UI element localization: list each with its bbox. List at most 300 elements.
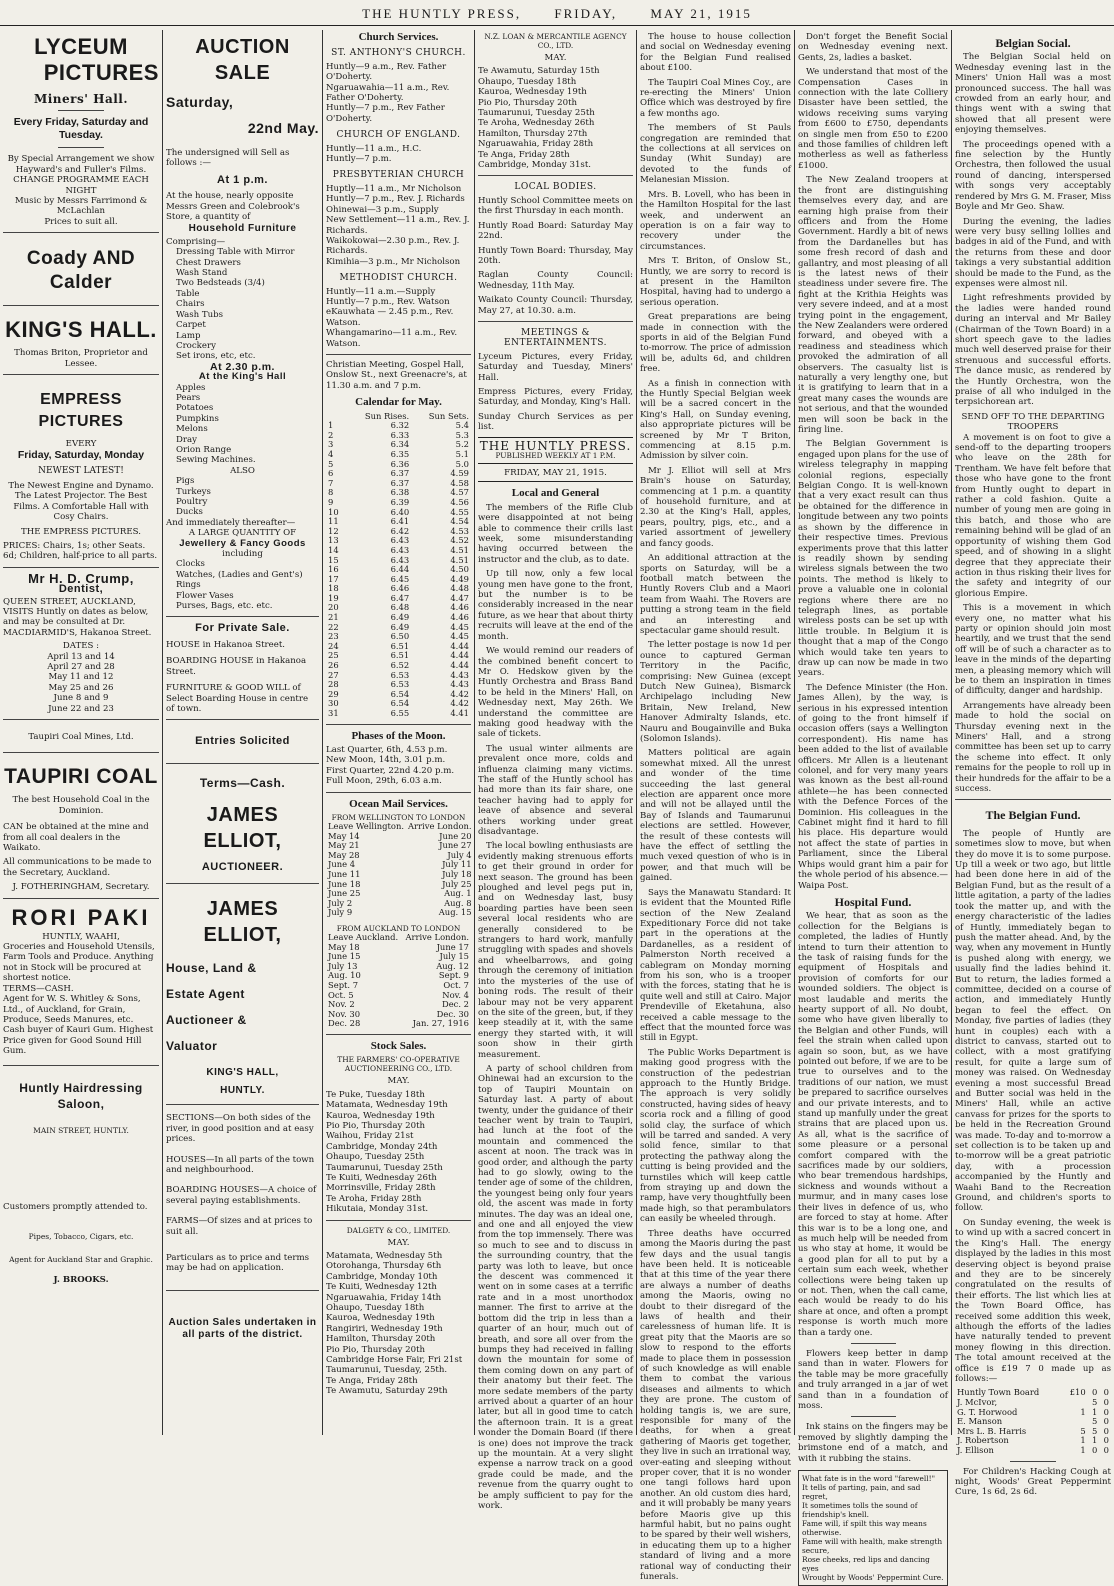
table-cell: July 13 [328,960,358,971]
miners-hall: Miners' Hall. [33,92,129,106]
date-item: May 25 and 26 [48,682,114,693]
date-item: April 13 and 14 [47,651,115,662]
column-belgian [952,30,1114,1498]
dentist-label: Dentist, [58,583,104,596]
table-cell: 1 [1080,1406,1086,1417]
table-cell: 6.36 [390,458,410,469]
table-cell: 12 [328,525,339,536]
service-item: New Settlement—11 a.m., Rev. J. Richards. [326,215,470,236]
table-cell: 6.43 [390,554,410,565]
news-paragraph: The people of Huntly are sometimes slow to move, but when they do move it is to some purpose. Up till a week or two ago, but little had been done here in aid of the Belgian Fund, but as the result of a little agitation, a party of the ladies took the matter up, and with the energy characteristic of the ladies of Huntly, immediately began to push the matter ahead. And, by the way, when any movement in Huntly is pushed along with energy, we usually find the ladies behind it. But to return, the ladies formed a committee, decided on a course of action, and immediately Huntly began to feel the effect. On Monday, five parties of ladies (they hunt in couples) each with a district to canvass, started out to collect, with a most gratifying result, for quite a large sum of money was raised. On Wednesday evening a most successful Bread and Butter social was held in the Miners' Hall, while an active canvass for prizes for the sports to be held in the Recreation Ground was made. To-day and to-morrow a set collection is to be taken up and to-morrow will be a great patriotic day, with a procession accompanied by the Huntly and Waahi Band to the Recreation Ground, and children's sports to follow. [955,828,1111,1214]
date-item: April 27 and 28 [47,661,115,672]
local-bodies: LOCAL BODIES. [514,182,597,193]
sale-item: Ngaruawahia, Friday 14th [326,1292,442,1303]
table-cell: 6.52 [390,660,410,671]
table-cell: 6.48 [390,602,410,613]
table-cell: 6.46 [390,583,410,594]
huntly-addr: HUNTLY. [220,1084,265,1096]
list-item: Potatoes [176,403,214,414]
table-cell: 1 [1091,1406,1098,1417]
peppermint-ad [798,1470,948,1586]
table-cell: 6.44 [390,564,410,575]
table-cell: 4.55 [450,506,469,517]
table-cell: 6.32 [390,420,410,431]
table-cell: 6.34 [390,439,410,450]
sale-item: Pio Pio, Thursday 20th [326,1120,426,1131]
sale-item: Ngaruawahia, Friday 28th [478,139,594,150]
table-cell: 4.57 [450,487,469,498]
table-cell: 4.42 [450,688,469,699]
moon-phase: Last Quarter, 6th, 4.53 p.m. [326,745,448,755]
list-item: Ducks [176,507,203,518]
table-cell: 1 [1080,1435,1086,1446]
table-cell: July 2 [328,897,353,908]
music-by: Music by Messrs Farrimond & McLachlan [14,196,148,217]
christian-meeting: Christian Meeting, Gospel Hall, Onslow St., next Greenacre's, at 11.30 a.m. and 7 p.m. [326,359,467,391]
news-paragraph: The Belgian Government is engaged upon plans for the use of wireless telegraphy in mapping colonial regions, especially Belgian Congo. It is well-known that a very exact result can thus be obtained for the difference in longitude between any two points as shown by the difference in their respective times. Previous experiments prove that this latter is readily shown by sending wireless signals between the two points. The method is likely to prove a valuable one in colonial regions where there are no telegraph lines, as portable wireless posts can be set up with little trouble. In Belgium it is thought that a map of the Congo which would take ten years to draw up can now be made in two years. [798,439,948,679]
empress-pictures: EMPRESS PICTURES [38,391,124,431]
table-cell: 5 [1091,1396,1098,1407]
news-paragraph: Three deaths have occurred among the Maoris during the past few days and the usual tangis have been held. It is noticeable that at this time of the year there are always a number of deaths among the Maoris, owing no doubt to their disregard of the laws of health and their carelessness of human life. It is great pity that the Maoris are so slow to respond to the efforts made to place them in possession of such knowledge as will enable them to combat the various diseases and ailments to which they are prone. The custom of holding tangis is, we are sure, responsible for many of the deaths, for when a great gathering of Maoris get together, they live in such an irrational way, over-eating and sleeping without proper cover, that it is no wonder one tangi follows hard upon another. An old custom dies hard, and it will probably be many years before Maoris give up this harmful habit, but no pains ought to be spared by their well wishers, in educating them up to a higher standard of living and a more rational way of conducting their funerals. [640,1228,791,1583]
coady-calder: Coady AND Calder [26,248,136,294]
column-news-1 [637,30,794,1583]
nz-loan: N.Z. LOAN & MERCANTILE AGENCY CO., LTD. [484,32,627,50]
terms-cash: Terms—Cash. [199,775,286,790]
sale-item: Matamata, Wednesday 19th [326,1100,448,1111]
entries-solicited: Entries Solicited [195,735,290,748]
table-cell: 6.37 [390,477,410,488]
engine-dynamo: The Newest Engine and Dynamo. The Latest Projector. The Best Films. A Comfortable Hall with Cosy Chairs. [8,480,154,523]
customers-attended: Customers promptly attended to. [3,1201,148,1212]
table-cell: 29 [328,688,339,699]
fotheringham: J. FOTHERINGHAM, Secretary. [12,882,150,893]
may-label: MAY. [387,1076,410,1087]
list-item: Table [176,288,200,299]
newest-latest: NEWEST LATEST! [38,466,124,477]
ink-tip: Ink stains on the fingers may be removed by slightly damping the brimstone end of a match, and with it rubbing the stains. [798,1422,948,1464]
table-cell: 4.43 [450,679,469,690]
table-cell: June 20 [439,830,472,841]
list-item: Melons [176,424,208,435]
briton-proprietor: Thomas Briton, Proprietor and Lessee. [14,348,148,369]
date-item: May 11 and 12 [48,672,114,683]
meeting-item: Sunday Church Services as per list. [478,411,633,433]
sale-item: Taumarunui, Tuesday, 25th. [326,1365,448,1376]
phases-heading: Phases of the Moon. [351,729,446,742]
list-item: Apples [176,382,206,393]
table-cell: 4.58 [450,477,469,488]
calendar-table [326,412,471,719]
table-cell: Dec. 2 [441,999,469,1010]
local-bodies-list [478,196,633,316]
list-item: Poultry [176,497,208,507]
table-cell: 24 [328,640,339,651]
table-cell: Dec. 30 [436,1008,469,1019]
table-cell: E. Manson [957,1416,1003,1427]
auctioneer: AUCTIONEER. [201,861,284,874]
valuator: Valuator [166,1038,218,1053]
table-cell: 22 [328,621,339,632]
items-livestock [166,476,319,518]
list-item: Pigs [176,476,195,487]
sale-item: Te Anga, Friday 28th [326,1375,418,1386]
methodist: METHODIST CHURCH. [339,273,458,284]
table-cell: 0 [1103,1425,1109,1436]
auction-sale: AUCTION SALE [195,36,290,84]
service-item: Waikokowai—2.30 p.m., Rev. J. Richards. [326,235,460,257]
table-cell: 6 [328,468,334,479]
at-house: At the house, nearly opposite Messrs Green and Colebrook's Store, a quantity of [166,191,300,223]
table-cell: June 25 [328,888,361,899]
large-quantity: A LARGE QUANTITY OF [188,528,297,539]
flowers-tip: Flowers keep better in damp sand than in water. Flowers for the table may be more gracefully and truly arranged in a jar of wet sand than in a foundation of moss. [798,1348,948,1411]
table-cell: June 17 [436,941,469,952]
undersigned: The undersigned will Sell as follows :— [166,148,290,169]
news-paragraph: The letter postage is now 1d per ounce to captured German Territory in the Pacific, comprising: New Guinea (except Dutch New Guinea), Bismarck Archipelago including New Britain, New Ireland, New Hanover Admiralty Islands, etc. Nauru and Bougainville and Buka (Solomon Islands). [640,640,791,744]
sale-item: Cambridge, Monday 24th [326,1141,438,1152]
table-cell: 10 [328,506,339,517]
poem-line: It tells of parting, pain, and sad regret, [802,1483,921,1502]
masthead-title: THE HUNTLY PRESS, [362,6,522,21]
at-kings-hall: At the King's Hall [198,371,287,383]
table-cell: Aug. 1 [444,888,472,899]
news-paragraph: Great preparations are being made in connection with the sports in aid of the Belgian Fund to-morrow. The price of admission will be, adults 6d, and children free. [640,312,791,375]
table-cell: 4.47 [450,592,469,603]
column-news-2 [795,30,951,1583]
news-paragraph: Up till now, only a few local young men have gone to the front, but the number is to be considerably increased in the near future, as we hear that about thirty recruits will leave at the end of the month. [478,569,633,642]
sections: SECTIONS—On both sides of the river, in good position and at easy prices. [166,1113,314,1145]
news-paragraph: Light refreshments provided by the ladies were handed round during an interval and Mr Bailey (Chairman of the Town Board) in a short speech gave to the ladies much well deserved praise for their strenuous and successful efforts. The dance music, as rendered by the Huntly Orchestra, won the praise of all who indulged in the terpsichorean art. [955,293,1111,408]
table-cell: May 28 [328,849,360,860]
table-cell: 18 [328,583,339,594]
table-cell: July 18 [442,869,472,879]
table-cell: 19 [328,592,339,603]
table-cell: 6.53 [390,679,410,690]
table-cell: May 18 [328,941,360,952]
sale-item: Taumarunui, Tuesday 25th [326,1162,443,1173]
particulars: Particulars as to price and terms may be had on application. [166,1253,310,1274]
news-paragraph: Arrangements have already been made to hold the social on Thursday evening next in the Miners' Hall, and a strong committee has been set up to carry the scheme into effect. It only remains for the people to roll up in their hundreds for the affair to be a success. [955,700,1111,795]
table-cell: July 9 [328,907,353,918]
news-paragraph: The Taupiri Coal Mines Coy., are re-erecting the Miners' Union Office which was destroyed by fire a few months ago. [640,77,791,119]
leave-wellington: Leave Wellington. [328,821,404,832]
sun-sets-head: Sun Sets. [428,410,469,421]
friday-date: FRIDAY, MAY 21, 1915. [478,468,633,482]
column-services [323,30,474,1435]
methodist-list [326,287,471,349]
table-cell: 5 [1080,1425,1086,1436]
empress-prices: PRICES: Chairs, 1s; other Seats. 6d; Children, half-price to all parts. [3,540,158,562]
poem-line: Wrought by Woods' Peppermint Cure. [802,1573,944,1583]
masthead-day: FRIDAY, [554,6,618,21]
table-cell: 1 [1080,1444,1086,1455]
lyceum-heading: LYCEUM [34,34,128,59]
queen-street-visits: QUEEN STREET, AUCKLAND, VISITS Huntly on dates as below, and may be consulted at Dr. MACDIARMID'S, Hakanoa Street. [3,596,152,638]
sale-item: Matamata, Wednesday 5th [326,1251,443,1261]
table-cell: J. Robertson [957,1435,1009,1446]
table-cell: 4.44 [450,650,469,661]
taupiri-coal-heading: TAUPIRI COAL [4,765,158,789]
column-auction [163,30,322,1435]
table-cell: 6.55 [390,708,410,718]
table-cell: Aug. 8 [444,897,472,908]
list-item: Wash Tubs [176,309,224,320]
table-cell: 6.51 [390,640,410,651]
can-be-obtained: CAN be obtained at the mine and from all coal dealers in the Waikato. [3,822,149,854]
farmers-list [326,1090,471,1215]
service-item: Ngaruawahia—11 a.m., Rev. Father O'Doherty. [326,82,450,104]
table-cell: 5 [328,458,334,469]
paper-name: THE HUNTLY PRESS. [479,438,632,453]
moon-phase: First Quarter, 22nd 4.20 p.m. [326,765,455,776]
meeting-item: Lyceum Pictures, every Friday, Saturday and Tuesday, Miners' Hall. [478,351,633,383]
service-item: Huntly—7 p.m. [326,154,392,165]
table-cell: May 14 [328,830,360,841]
subscriptions-table [955,1388,1111,1455]
table-cell: 16 [328,564,339,575]
list-item: Chest Drawers [176,257,241,268]
table-cell: 26 [328,660,339,671]
arrive-london: Arrive London. [408,821,472,832]
moon-list [326,745,471,787]
column-local-general [475,30,636,1511]
table-cell: £10 [1069,1387,1086,1398]
table-cell: 4.56 [450,496,469,507]
date-item: June 8 and 9 [53,693,109,704]
list-item: Carpet [176,320,206,331]
news-paragraph: The members of St Pauls congregation are reminded that the collections at all services on Sunday (Whit Sunday) are devoted to the funds of Melanesian Mission. [640,123,791,186]
news-paragraph: The Defence Minister (the Hon. James Allen), by the way, is serious in his expressed intention of going to the front himself if occasion offers (says a Wellington correspondent). His name has been added to the list of available officers. Mr Allen is a lieutenant colonel, and for very many years was known as the best all-round athlete—he has been connected with the Defence Forces of the Dominion. His colleagues in the Cabinet might find it hard to fill his place. His departure would not affect the state of parties in Parliament, since the Liberal Whips would grant him a pair for the whole period of his absence.—Waipa Post. [798,682,948,891]
table-cell: 13 [328,535,339,546]
may-label-2: MAY. [387,1237,410,1248]
table-cell: 4.59 [450,468,469,479]
sale-item: Morrinsville, Friday 28th [326,1183,436,1194]
table-cell: 6.47 [390,592,410,603]
house-land: House, Land & [166,960,257,975]
coughs-ad: For Children's Hacking Cough at night, Woods' Great Peppermint Cure, 1s 6d, 2s 6d. [955,1466,1111,1498]
news-paragraph: We would remind our readers of the combined benefit concert to Mr O. Hedskow given by the Huntly Orchestra and Brass Band to be held in the Miners' Hall, on Wednesday next, May 26th. We understand the committee are making good headway with the sale of tickets. [478,646,633,740]
table-cell: 6.39 [390,496,410,507]
table-row [326,709,471,719]
list-item: Crockery [176,340,216,351]
table-cell: 4.54 [450,516,469,527]
table-cell: 5.3 [455,429,469,440]
house-hakanoa: HOUSE in Hakanoa Street. [166,639,286,650]
table-cell: Aug. 10 [328,970,361,981]
presbyterian-list [326,184,471,267]
list-item: Set irons, etc, etc. [176,351,256,362]
table-cell: 23 [328,631,339,642]
kings-hall-heading: KING'S HALL. [5,317,157,343]
at-1pm: At 1 p.m. [217,173,268,186]
sale-item: Te Awamutu, Saturday 15th [478,66,600,77]
list-item: Purses, Bags, etc. etc. [176,601,273,612]
table-cell: 0 [1091,1444,1098,1455]
table-cell: 6.49 [390,621,410,632]
friday-saturday-monday: Friday, Saturday, Monday [17,449,145,462]
table-cell: 0 [1103,1406,1109,1417]
list-item: Watches, (Ladies and Gent's) [176,569,303,580]
church-services-heading: Church Services. [358,31,439,43]
table-cell: 15 [328,554,339,565]
boarding-houses: BOARDING HOUSES—A choice of several paying establishments. [166,1185,317,1206]
news-paragraph: An additional attraction at the sports on Saturday, will be a football match between the Huntly Rovers Club and a Maori team from Waahi. The Rovers are putting a strong team in the field and an interesting and spectacular game should result. [640,553,791,636]
sale-item: Ohaupo, Tuesday 18th [326,1303,425,1314]
dates-list [3,652,159,714]
table-cell: June 4 [328,859,356,870]
auckland-table [326,933,471,1029]
table-cell: Nov. 30 [328,1008,361,1019]
table-cell: G. T. Horwood [957,1406,1018,1417]
sale-item: Taumarunui, Tuesday 25th [478,108,595,119]
table-cell: June 27 [439,840,472,851]
sale-item: Pio Pio, Thursday 20th [326,1344,426,1355]
table-cell: Sept. 9 [438,970,469,981]
table-cell: 2 [328,429,334,440]
every-friday: Every Friday, Saturday and Tuesday. [13,116,149,142]
table-cell: July 25 [442,878,472,889]
dalgety: DALGETY & CO., LIMITED. [346,1225,451,1235]
news-paragraph: Mr J. Elliot will sell at Mrs Brain's house on Saturday, commencing at 1 p.m. a quantity of household furniture, and at 2.30 at the King's Hall, apples, pears, poultry, pigs, etc., and a varied assortment of jewellery and fancy goods. [640,465,791,549]
at-230: At 2.30 p.m. [210,360,275,373]
news-paragraph: The Public Works Department is making good progress with the construction of the pedestrian approach to the Huntly Bridge. The approach is very solidly constructed, having sides of heavy scoria rock and a filling of good solid clay, the surface of which will be tarred and sanded. A very solid fence, similar to that protecting the pathway along the cutting is being provided and the turnstiles which will keep cattle from straying up and down the ramp, have very thoughtfully been made high, so that perambulators can easily be wheeled through. [640,1047,791,1225]
table-cell: 6.49 [390,612,410,623]
news-paragraph: Don't forget the Benefit Social on Wednesday evening next. Gents, 2s, ladies a basket. [798,32,948,63]
service-item: eKauwhata — 2.45 p.m., Rev. Watson. [326,307,454,328]
table-cell: 27 [328,669,339,680]
calendar-heading: Calendar for May. [355,396,442,409]
local-general-heading: Local and General [511,487,600,500]
table-cell: July 15 [439,951,469,962]
sale-item: Cambridge Horse Fair, Fri 21st [326,1355,463,1366]
poem-line: Fame will, if spilt this way means otherwise. [802,1519,927,1538]
table-cell: 6.54 [390,688,410,699]
list-item: Pumpkins [176,413,219,424]
masthead [0,6,1114,26]
estate-agent: Estate Agent [166,986,245,1001]
service-item: Huntly—7 p.m., Rev. J. Richards [326,194,465,205]
table-row [955,1446,1111,1456]
terms-cash: TERMS—CASH. [3,983,74,994]
sale-item: Te Kuiti, Wednesday 26th [326,1172,437,1183]
table-cell: 4.46 [450,612,469,623]
service-item: Huntly—7 p.m., Rev Father O'Doherty. [326,103,445,124]
arrive-london-2: Arrive London. [405,931,469,942]
table-cell: 9 [328,496,334,507]
news-paragraph: The house to house collection and social on Wednesday evening for the Belgian Fund realised about £100. [640,32,791,74]
table-cell: 6.54 [390,698,410,709]
service-item: Huptly—11 a.m., Mr Nicholson [326,183,462,194]
jewellery: Jewellery & Fancy Goods [179,537,306,549]
social-paras [955,52,1111,407]
farms: FARMS—Of sizes and at prices to suit all. [166,1216,313,1237]
sale-item: Te Aroha, Wednesday 26th [478,118,595,129]
news-paragraph: As a finish in connection with the Huntly Special Belgian week will be a sacred concert in the King's Hall, on Sunday evening, also appropriate pictures will be screened by Mr T Briton, commencing at 8.15 p.m. Admission by silver coin. [640,378,791,462]
sale-item: Te Kuiti, Wednesday 12th [326,1282,437,1293]
items-furniture [166,247,319,361]
table-cell: Aug. 12 [436,960,469,971]
table-cell: 0 [1103,1435,1109,1446]
service-item: Huntly—11 a.m., H.C. [326,143,422,154]
list-item: Dressing Table with Mirror [176,247,295,258]
main-street: MAIN STREET, HUNTLY. [33,1125,129,1135]
table-cell: 6.43 [390,535,410,546]
table-cell: 1 [328,420,334,431]
table-cell: 4.52 [450,535,469,546]
meeting-item: Empress Pictures, every Friday, Saturday, and Monday, King's Hall. [478,386,633,408]
table-cell: Oct. 7 [443,979,469,990]
hospital-fund-heading: Hospital Fund. [834,894,912,909]
anglican-list [326,144,471,165]
fund-paras [955,829,1111,1385]
table-cell: 6.45 [390,573,410,584]
table-cell: 6.35 [390,448,410,459]
table-cell: Jan. 27, 1916 [412,1018,469,1029]
service-item: Kimihia—3 p.m., Mr Nicholson [326,256,461,267]
table-cell: 4.46 [450,602,469,613]
table-cell: 4.43 [450,669,469,680]
sale-item: Rangiriri, Wednesday 19th [326,1323,443,1334]
dalgety-list [326,1251,471,1397]
household-furniture: Household Furniture [188,223,297,235]
sale-item: Waihou, Friday 21st [326,1131,414,1142]
special-arrangement: By Special Arrangement we show Hayward's and Fuller's Films. [7,154,155,175]
published-weekly: PUBLISHED WEEKLY AT 1 P.M. [495,451,616,460]
news-paragraph: Matters political are again somewhat mixed. All the unrest and wonder of the time succeeding the last general election are apparent once more and will not be allayed until the Bay of Islands and Taumarunui elections are settled. However, the result of these contests will have the effect of settling the much vexed question of who is in power, and that much will be gained. [640,748,791,884]
list-item: Turkeys [176,486,211,497]
table-cell: 4.44 [450,640,469,651]
news-paragraph: This is a movement in which every one, no matter what his party or opinion should join most heartily, and we trust that the send off will be of such a character as to leave in the minds of the departing men, a pleasing memory which will be to them an inspiration in times of difficulty, danger and hardship. [955,603,1111,697]
table-cell: 7 [328,477,334,488]
table-cell: 17 [328,573,339,584]
table-cell: 5.1 [455,448,469,459]
belgian-social-heading: Belgian Social. [995,36,1071,50]
ocean-mail-heading: Ocean Mail Services. [349,797,448,810]
list-item: Wash Stand [176,268,228,279]
pipes-tobacco: Pipes, Tobacco, Cigars, etc. [28,1232,134,1242]
sale-item: Te Awamutu, Saturday 29th [326,1386,448,1397]
service-item: Whangamarino—11 a.m., Rev. Watson. [326,328,458,349]
farmers-coop: THE FARMERS' CO-OPERATIVE AUCTIONEERING CO., LTD. [337,1055,460,1074]
hospital-para: We hear, that as soon as the collection for the Belgians is completed, the ladies of Huntly intend to turn their attention to the task of raising funds for the equipment of Hospitals and provision of comforts for our wounded soldiers. The object is most laudable and merits the hearty support of all. No doubt, some who have given liberally to the Belgian and other Funds, will feel the strain when called upon again so soon, but, as we have pointed out before, if we are to be true to ourselves and to the traditions of our nation, we must be prepared to sacrifice ourselves and our private interests, and to stand up manfully under the great strains that are placed upon us. As all, what is the sacrifice of some pleasure or a personal comfort compared with the sacrifices made by our soldiers, who bear tremendous hardships, sickness and wounds without a murmur, and in many cases lose their lives in defence of us, who are forced to stay at home. After this war is to be a long one, and as much help will be needed from us who stay at home, it would be a good plan for all to put by a certain sum each week, whether collections were being taken up or not. Then, when the call came, each would be ready to do his share at once, and often a prompt response is worth much more than a tardy one. [798,911,948,1338]
moon-phase: Full Moon, 29th, 6.03 a.m. [326,776,442,787]
groceries: Groceries and Household Utensils, Farm Tools and Produce. Anything not in Stock will be procured at shortest notice. [3,942,155,984]
table-cell: 1 [1091,1435,1098,1446]
wellington-table [326,822,474,918]
poem-line: Rose cheeks, red lips and dancing eyes [802,1555,930,1574]
table-row [326,1019,471,1029]
table-cell: Sept. 7 [328,979,359,990]
taupiri-coal-ltd: Taupiri Coal Mines, Ltd. [28,732,134,742]
table-cell: Huntly Town Board [957,1387,1040,1398]
meetings: MEETINGS & ENTERTAINMENTS. [504,327,607,349]
kauri-gum: Cash buyer of Kauri Gum. Highest Price given for Good Sound Hill Gum. [3,1025,154,1057]
from-auckland: FROM AUCKLAND TO LONDON [336,923,461,933]
table-cell: Nov. 2 [328,999,355,1010]
local-body-item: Huntly Town Board: Thursday, May 20th. [478,245,633,266]
presbyterian: PRESBYTERIAN CHURCH [332,170,465,181]
hairdressing-saloon: Huntly Hairdressing Saloon, [19,1080,143,1111]
table-cell: 8 [328,487,334,498]
table-cell: May 21 [328,840,360,851]
leave-auckland: Leave Auckland. [328,931,399,942]
service-item: Huntly—11 a.m.—Supply [326,286,436,297]
list-item: Pears [176,392,201,403]
sale-item: Hamilton, Thursday 20th [326,1334,436,1345]
news-paragraph: We understand that most of the Compensation Cases in connection with the late Colliery Disaster have been settled, the widows receiving sums varying from £600 to £750, dependants on single men from £50 to £200 and those families of children left motherless as well as fatherless £1000. [798,67,948,171]
table-cell: 4.51 [450,544,469,555]
table-cell: 4.53 [450,525,469,536]
